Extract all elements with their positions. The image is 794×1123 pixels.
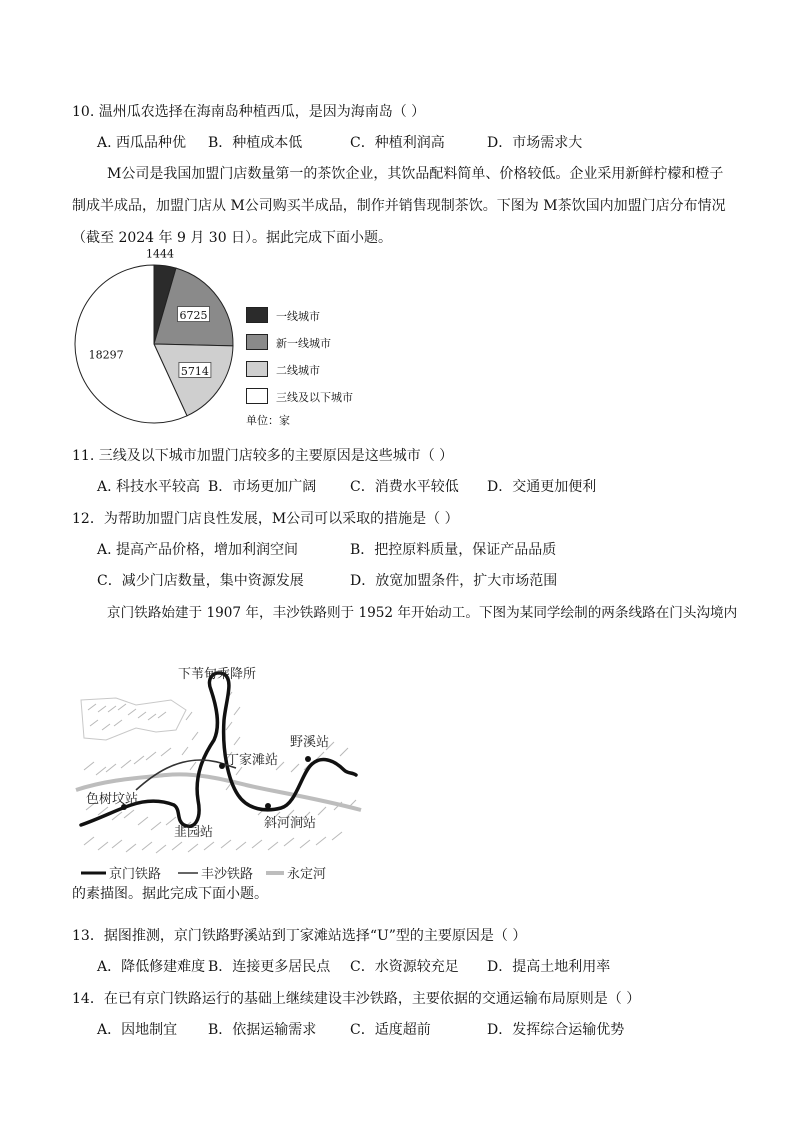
pie-value-tier1: 1444	[145, 247, 174, 261]
q13-option-b: B．连接更多居民点	[208, 959, 331, 975]
label-yexi: 野溪站	[290, 735, 330, 750]
passage1-line1: M公司是我国加盟门店数量第一的茶饮企业，其饮品配料简单、价格较低。企业采用新鲜柠檬和橙子	[107, 166, 724, 182]
legend-swatch-new-tier1	[246, 334, 268, 350]
q11-stem: 11. 三线及以下城市加盟门店较多的主要原因是这些城市（ ）	[72, 448, 454, 464]
legend-fengsha: 丰沙铁路	[201, 867, 254, 882]
q10-stem: 10. 温州瓜农选择在海南岛种植西瓜，是因为海南岛（ ）	[72, 104, 426, 120]
label-seshufen: 色树坟站	[86, 792, 139, 807]
station-dot-xiehe	[265, 803, 271, 809]
q10-option-d: D．市场需求大	[487, 135, 583, 151]
railway-sketch-map	[76, 660, 361, 885]
q13-option-a: A．降低修建难度	[97, 959, 206, 975]
q12-option-b: B．把控原料质量，保证产品品质	[350, 542, 557, 558]
label-xiehejian: 斜河涧站	[264, 816, 317, 831]
q13-option-d: D．提高土地利用率	[487, 959, 611, 975]
label-xiaweidian: 下苇甸乘降所	[178, 667, 257, 682]
legend-yongding: 永定河	[287, 867, 327, 882]
q12-option-c: C．减少门店数量，集中资源发展	[97, 573, 304, 589]
passage2-line1: 京门铁路始建于 1907 年，丰沙铁路则于 1952 年开始动工。下图为某同学绘制的两条线路在门头沟境内	[107, 605, 738, 621]
q14-stem: 14．在已有京门铁路运行的基础上继续建设丰沙铁路，主要依据的交通运输布局原则是（ ）	[72, 991, 641, 1007]
pie-chart	[70, 247, 250, 428]
legend-unit: 单位：家	[246, 414, 290, 427]
legend-label-tier3: 三线及以下城市	[276, 391, 353, 404]
label-jiuyuan: 韭园站	[174, 825, 214, 840]
q14-option-c: C．适度超前	[350, 1022, 431, 1038]
legend-label-tier1: 一线城市	[276, 310, 320, 323]
pie-value-tier3: 18297	[88, 348, 124, 362]
q13-option-c: C．水资源较充足	[350, 959, 459, 975]
q10-option-a: A. 西瓜品种优	[97, 135, 187, 151]
pie-value-new-tier1: 6725	[179, 309, 208, 323]
legend-swatch-tier1	[246, 307, 268, 323]
legend-swatch-tier3	[246, 388, 268, 404]
pie-value-tier2: 5714	[180, 364, 209, 378]
q12-stem: 12．为帮助加盟门店良性发展，M公司可以采取的措施是（ ）	[72, 511, 459, 527]
q12-option-a: A. 提高产品价格，增加利润空间	[97, 542, 299, 558]
q11-option-c: C．消费水平较低	[350, 479, 459, 495]
legend-label-new-tier1: 新一线城市	[276, 337, 331, 350]
station-dot-yexi	[305, 756, 311, 762]
passage1-line2: 制成半成品，加盟门店从 M公司购买半成品，制作并销售现制茶饮。下图为 M茶饮国内加盟门店分布情况	[72, 198, 726, 214]
station-dot-dingjia	[219, 763, 225, 769]
q14-option-a: A．因地制宜	[97, 1022, 178, 1038]
q11-option-d: D．交通更加便利	[487, 479, 597, 495]
legend-swatch-tier2	[246, 361, 268, 377]
q11-option-b: B．市场更加广阔	[208, 479, 317, 495]
legend-jingmen: 京门铁路	[109, 867, 162, 882]
passage1-line3: （截至 2024 年 9 月 30 日）。据此完成下面小题。	[72, 230, 393, 246]
passage2-line2: 的素描图。据此完成下面小题。	[72, 886, 268, 902]
q11-option-a: A. 科技水平较高	[97, 479, 201, 495]
legend-label-tier2: 二线城市	[276, 364, 320, 377]
q12-option-d: D．放宽加盟条件，扩大市场范围	[350, 573, 558, 589]
q10-option-c: C．种植利润高	[350, 135, 445, 151]
q14-option-b: B．依据运输需求	[208, 1022, 317, 1038]
label-dingjiatan: 丁家滩站	[226, 753, 279, 768]
q13-stem: 13．据图推测，京门铁路野溪站到丁家滩站选择“U”型的主要原因是（ ）	[72, 928, 527, 944]
q14-option-d: D．发挥综合运输优势	[487, 1022, 625, 1038]
q10-option-b: B．种植成本低	[208, 135, 303, 151]
